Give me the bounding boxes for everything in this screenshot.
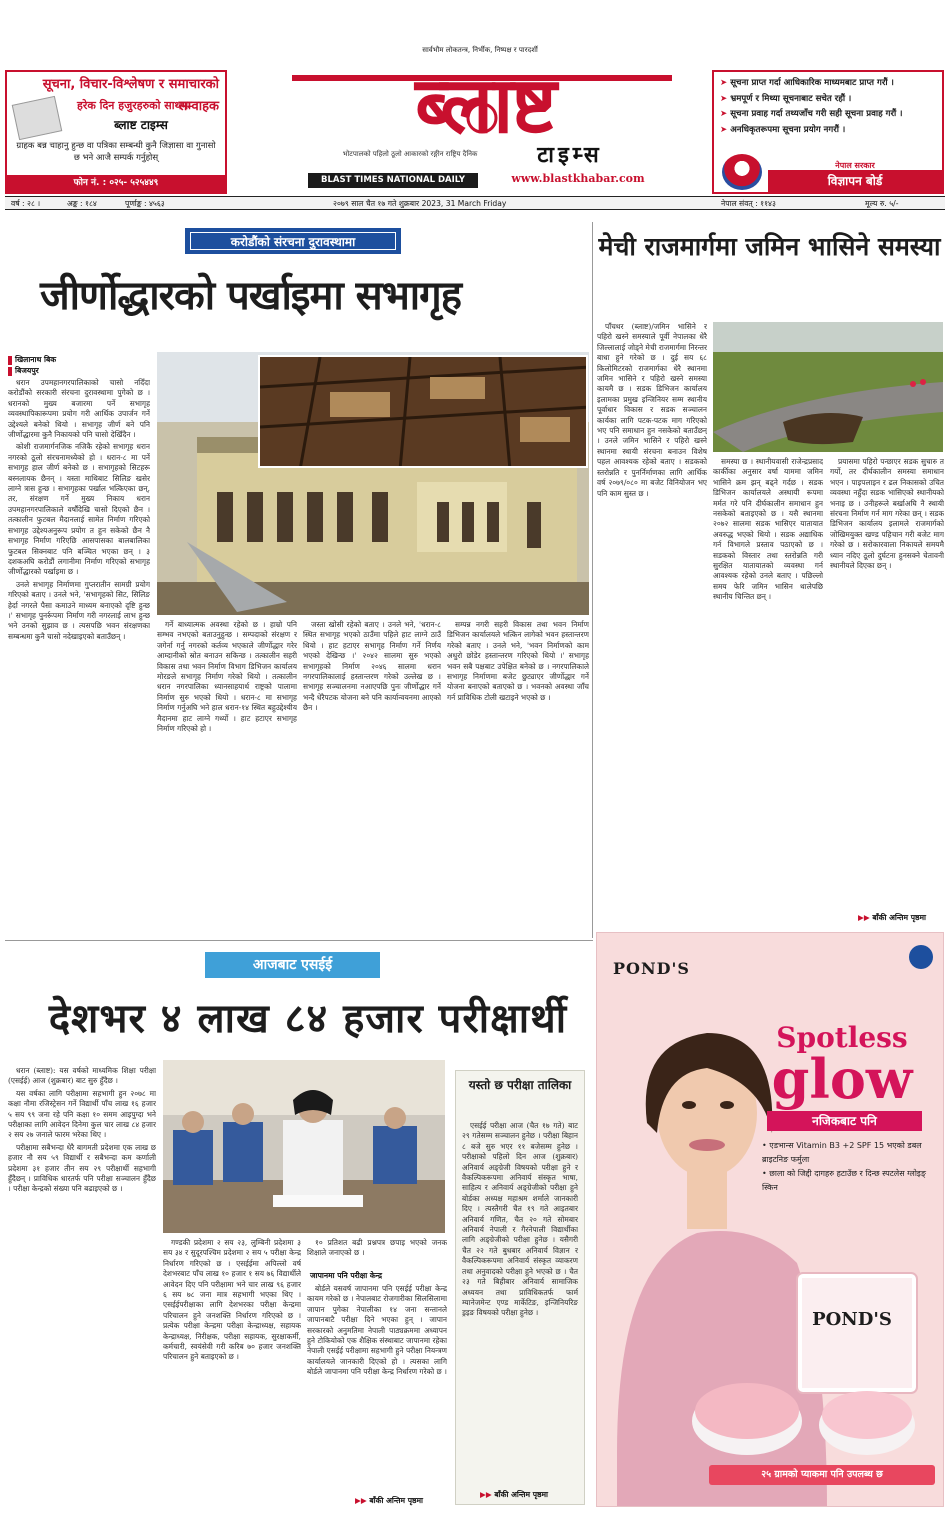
ad-footer-badge: २५ ग्रामको प्याकमा पनि उपलब्ध छ xyxy=(709,1465,935,1485)
issue-number: अङ्क : १८४ xyxy=(67,199,97,208)
story1-column-4 xyxy=(447,620,589,938)
story2-headline[interactable]: मेची राजमार्गमा जमिन भासिने समस्या xyxy=(598,232,941,261)
story3-kicker: आजबाट एसईई xyxy=(205,952,380,978)
ad-headline-glow: glow xyxy=(771,1047,913,1111)
arrow-icon: ➤ xyxy=(720,124,728,135)
nepal-emblem-icon xyxy=(722,154,762,190)
promo-paper-name: ब्लाष्ट टाइम्स xyxy=(114,118,168,132)
masthead-left-promo xyxy=(5,70,227,194)
story1-column-1 xyxy=(8,378,150,938)
paragraph: गर्ने बाध्यात्मक अवस्था रहेको छ । हाम्रो पनि सम्भव नभएको बताउनुहुन्छ । सम्पदाको संरक्षण र जगेर्ना गर्नु नगरको कर्तव्य भएकाले जीर्णोद्धार गरेर आम्दानीको स्रोत बनाउन सकिन्छ । तत्कालीन सहरी विकास तथा भवन निर्माण विभाग डिभिजन कार्यालय मोरङले सभागृह निर्माण गरेको थियो । तत्कालीन धरान नगरपालिका ध्यानसाहयार्थ राष्ट्रको पालामा निर्माण सुरु भएको थियो । धरान-८ मा सभागृह निर्माण गर्नुअघि भने हाल धरान-१४ स्थित बहुउद्देश्यीय मैदानमा हाट लाग्ने गर्थ्यो । हाट हटाएर सभागृह निर्माण गरिएको हो । xyxy=(157,620,297,734)
story1-headline[interactable]: जीर्णोद्धारको पर्खाइमा सभागृह xyxy=(40,273,461,319)
story1-kicker: करोडौंको संरचना दुरावस्थामा xyxy=(185,228,401,254)
price: मूल्य रु. ५/- xyxy=(865,199,899,208)
ad-bullet: • छाला को जिद्दी दागहरु हटाउँछ र दिन्छ स्पटलेस ग्लोइङ् स्किन xyxy=(762,1169,926,1192)
paragraph: परीक्षामा सबैभन्दा धेरै बागमती प्रदेशमा एक लाख छ हजार नौ सय ५९ विद्यार्थी र सबैभन्दा कम कर्णाली प्रदेशमा ३१ हजार तीन सय २९ परीक्षार्थी सहभागी हुँदैछन् । प्राविधिक धारतर्फ पनि परीक्षा सञ्चालन हुँदैछ । परीक्षा केन्द्रको संख्या पनि बढाइएको छ । xyxy=(8,1142,156,1194)
paragraph: बोर्डले यसवर्ष जापानमा पनि एसईई परीक्षा केन्द्र कायम गरेको छ । नेपालबाट रोजगारीका सिलसिलामा जापान पुगेका नेपालीका १४ जना सन्तानले जापानबाटै परीक्षा दिने भएका हुन् । जापान सरकारको अनुमतिमा नेपाली पाठ्यक्रममा अध्यापन हुने टोकियोको एक शैक्षिक संस्थाबाट जापानमा रहेका नेपाली एसईई परीक्षामा सहभागी हुने परीक्षा नियन्त्रण कार्यालयले जानकारी दिएको हो । त्यसका लागि बोर्डले जापानमा पनि परीक्षा केन्द्र निर्धारण गरेको छ । xyxy=(307,1284,447,1377)
paragraph: धरान उपमहानगरपालिकाको चासो नदिँदा करोडौंको सरकारी संरचना दुरावस्थामा पुगेको छ । धरानको मुख्य बजारमा पर्ने सभागृह व्यवस्थापिकारूपमा प्रयोग गरी आर्थिक उपार्जन गर्ने उद्देश्यले बनेको थियो । सभागृह जीर्ण बने पनि जीर्णोद्धारमा कुनै निकायको पनि चासो देखिँदैन । xyxy=(8,378,150,440)
byline-marker xyxy=(8,356,12,365)
issue-info-bar xyxy=(5,196,945,210)
paragraph: धरान (ब्लाष्ट): यस वर्षको माध्यमिक शिक्षा परीक्षा (एसईई) आज (शुक्रबार) बाट सुरु हुँदैछ । xyxy=(8,1066,156,1086)
story3-column-2 xyxy=(163,1238,301,1506)
paragraph: प्रयासमा पहिरो पन्छाएर सडक सुचारु त गर्यो, तर दीर्घकालीन समस्या समाधान भएन । पाइपलाइन र ढल निकासको उचित व्यवस्था नहुँदा सडक भासिएको स्थानीयको भनाइ छ । उनीहरूले बर्खाअघि नै स्थायी संरचना निर्माण गर्न माग गरेका छन् । सडक डिभिजन कार्यालय इलामले राजमार्गको जोखिमयुक्त खण्ड पहिचान गरी बजेट माग गरेको छ । सरोकारवाला निकायले समयमै ध्यान नदिए ठूलो दुर्घटना हुनसक्ने चेतावनी स्थानीयले दिएका छन् । xyxy=(830,457,944,571)
reporter-place: बिजयपुर xyxy=(15,366,39,375)
promo-phone: फोन नं. : ०२५- ५२५४४९ xyxy=(7,175,225,192)
road-landslide-image xyxy=(713,322,943,452)
promo-headline: सूचना, विचार-विश्लेषण र समाचारको सम्वाहक xyxy=(7,74,225,96)
paragraph: यस वर्षका लागि परीक्षामा सहभागी हुन २०७८ मा कक्षा नौमा रजिस्ट्रेसन गर्ने विद्यार्थी पाँच लाख १६ हजार ५ सय ९९ जना रहे पनि कक्षा १० समम आइपुग्दा भने परीक्षाका लागि आवेदन दिनेमा कुल चार लाख ८४ हजार २ सय २७ जनाले फारम भरेका थिए । xyxy=(8,1088,156,1140)
continue-arrow-icon: ▶▶ xyxy=(858,913,873,922)
advertising-board-label: विज्ञापन बोर्ड xyxy=(768,170,942,192)
story3-continued[interactable]: ▶▶ बाँकी अन्तिम पृष्ठमा xyxy=(355,1496,423,1505)
exam-schedule-body xyxy=(462,1121,578,1491)
notice-list xyxy=(720,76,936,138)
full-issue-number: पूर्णाङ्क : ४५६३ xyxy=(125,199,165,208)
byline-marker xyxy=(8,367,12,376)
paragraph: उनले सभागृह निर्माणमा गुप्तरातीन सामग्री प्रयोग गरिएको बताए । उनले भने, 'सभागृहको सिट, सिलिङ हेर्दा नगरले पैसा कमाउने माध्यम बनाएको दृष्टि हुन्छ ।' सभागृह पुनर्रूपमा निर्माण गरी नगरलाई लाभ हुन्छ भने उनको सुझाव छ । त्यसपछि भवन संरक्षणका सम्बन्धमा कुनै चासो नदेखाइएको बताउँछन् । xyxy=(8,579,150,641)
volume-year: वर्ष : २८ । xyxy=(11,199,41,208)
ad-product-box-brand: POND'S xyxy=(812,1309,892,1330)
paragraph: १० प्रतिशत बढी प्रश्नपत्र छपाइ भएको जनक शिक्षाले जनाएको छ । xyxy=(307,1238,447,1258)
website-link[interactable]: www.blastkhabar.com xyxy=(511,172,645,185)
paragraph: समस्या छ । स्थानीयवासी राजेन्द्रप्रसाद कार्कीका अनुसार वर्षा याममा जमिन भासिने क्रम झन् बढ्ने गर्दछ । सडक डिभिजन कार्यालयले अस्थायी रूपमा मर्मत गरे पनि दीर्घकालीन समाधान हुन नसकेको बताइएको छ । यसै स्थानमा २०७२ सालमा सडक भासिएर यातायात अवरुद्ध भएको थियो । सडक अद्याधिक गर्न विभागले प्रस्ताव पठाएको छ । सडकको विस्तार तथा स्तरोन्नति गरी सुरक्षित यातायातको व्यवस्था गर्न आवश्यक रहेको उनले बताए । पछिल्लो समय फेरि जमिन भासिन थालेपछि स्थानीय चिन्तित छन् । xyxy=(713,457,823,602)
unilever-logo-icon xyxy=(909,945,933,969)
paragraph: सम्पन्न नगरी सहरी विकास तथा भवन निर्माण डिभिजन कार्यालयले भत्किन लागेको भवन हस्तान्तरण गरेको बताए । उनले भने, 'भवन निर्माणको काम अधुरो छोडेर हस्तान्तरण गरिएको थियो ।' सभागृह भवन सबै पक्षबाट उपेक्षित बनेको छ । नगरपालिकाले सभागृह निर्माणमा बजेट छुट्याएर जीर्णोद्धार गर्ने योजना बनाएको बताएको छ । भवनको अवस्था जाँच गर्न प्राविधिक टोली खटाइने भएको छ । xyxy=(447,620,589,702)
masthead-subtitle: भोटपालको पहिलो ठूलो आकारको रङ्गीन राष्ट्रिय दैनिक xyxy=(342,150,478,158)
issue-date: २०७९ साल चैत १७ गते शुक्रबार 2023, 31 March Friday xyxy=(333,199,507,208)
masthead-motto: सार्वभौम लोकतन्त्र, निर्भीक, निष्पक्ष र पारदर्शी xyxy=(422,46,538,54)
continue-arrow-icon: ▶▶ xyxy=(355,1496,370,1505)
story3-headline[interactable]: देशभर ४ लाख ८४ हजार परीक्षार्थी xyxy=(48,996,568,1042)
continue-arrow-icon: ▶▶ xyxy=(480,1490,495,1499)
damaged-ceiling-photo xyxy=(258,355,588,468)
ponds-model-image xyxy=(597,933,944,1507)
notice-item: ➤ अनधिकृतरूपमा सूचना प्रयोग नगरौं । xyxy=(720,124,846,135)
masthead-logo[interactable]: ब्लाष्ट xyxy=(415,61,555,151)
story1-byline xyxy=(8,354,148,376)
ad-bullet: • एडभान्स Vitamin B3 +2 SPF 15 भएको डबल ब्राइटनिङ फर्मुला xyxy=(762,1141,922,1164)
paragraph: कोशी राजमार्गनजिक नजिकै रहेको सभागृह धरान नगरको ठूलो संरचनामध्येको हो । धरान-८ मा पर्ने सभागृह हाल जीर्ण बनेको छ । सभागृहको सिटहरू बस्नलायक छैनन् । यस्ता माथिबाट सिलिङ खसेर लाग्ने त्रास हुन्छ । सभागृहका पर्खाल भत्किएका छन्, तर, संरक्षण गर्ने मुख्य निकाय धरान उपमहानगरपालिकाले वर्षौंदेखि चासो दिएको छैन । तत्कालीन फुटबल मैदानलाई सामेत निर्माण गरिएको सभागृह उद्देश्यअनुरूप प्रयोग त हुन सकेको छैन नै सभागृह निर्माण गरिएछि आसपासका बालबालिका फुटबल सिक्नबाट पनि बञ्चित भएका छन् । ३ दशकअघि करोडौं लगानीमा निर्माण गरिएको सभागृह जीर्णोद्धारको पर्खाइमा छ । xyxy=(8,442,150,577)
ponds-brand: POND'S xyxy=(613,959,690,978)
story3-column-1 xyxy=(8,1066,156,1506)
section-divider xyxy=(5,940,593,941)
notice-item: ➤ भ्रमपूर्ण र मिथ्या सूचनाबाट सचेत रहौं । xyxy=(720,93,852,104)
story2-column-2 xyxy=(713,457,823,927)
exam-schedule-continued[interactable]: ▶▶ बाँकी अन्तिम पृष्ठमा xyxy=(480,1490,548,1499)
gov-label: नेपाल सरकार xyxy=(835,161,875,170)
paragraph: गण्डकी प्रदेशमा २ सय २३, लुम्बिनी प्रदेशमा ३ सय ३४ र सुदूरपश्चिम प्रदेशमा २ सय ५ परीक्षा केन्द्र निर्धारण गरिएको छ । एसईईमा अपिल्लो वर्ष देशभरबाट पाँच लाख १० हजार १ सय ७६ विद्यार्थीले आवेदन दिए पनि परीक्षामा भने चार लाख ९६ हजार ६ सय ७८ जना मात्र सहभागी भएका थिए । एसईईपरीक्षाका लागि देशभरका परीक्षा केन्द्रमा परिचालन हुने जनशक्ति निर्धारण गरिएको छ । प्रत्येक परीक्षा केन्द्रमा परीक्षा केन्द्राध्यक्ष, सहायक केन्द्राध्यक्ष, निरीक्षक, परीक्षा सहायक, सुरक्षाकर्मी, कर्मचारी, स्वयंसेवी गरी करिब ७० हजार जनशक्ति परिचालन हुने बताइएको छ । xyxy=(163,1238,301,1362)
arrow-icon: ➤ xyxy=(720,78,728,88)
notice-item: ➤ सूचना प्राप्त गर्दा आधिकारिक माध्यमबाट प्राप्त गरौं । xyxy=(720,78,894,88)
promo-tagline: हरेक दिन हजुरहरुको साथमा xyxy=(76,99,192,112)
story2-column-3 xyxy=(830,457,944,913)
ad-headline-spotless: Spotless xyxy=(776,1021,908,1054)
paragraph: एसईई परीक्षा आज (चैत १७ गते) बाट २९ गतेसम्म सञ्चालन हुनेछ । परीक्षा बिहान ८ बजे सुरु भएर ११ बजेसम्म हुनेछ । परीक्षाको पहिलो दिन आज (शुक्रबार) अनिवार्य अङ्ग्रेजी विषयको परीक्षा हुने र वैकल्पिकरूपमा अनिवार्य संस्कृत भाषा, साहित्य र अनिवार्य अङ्ग्रेजीको परीक्षा हुने बोर्डका अध्यक्ष महाश्रम शर्माले जानकारी दिए । त्यस्तैगरी चैत १९ गते आइतबार अनिवार्य गणित, चैत २० गते सोमबार अनिवार्य नेपाली र गैरनेपाली विद्यार्थीका लागि अङ्ग्रेजीको परीक्षा हुनेछ । यसैगरी चैत २२ गते बुधबार अनिवार्य विज्ञान र वैकल्पिकरूपमा अनिवार्य संस्कृत व्याकरण तथा अनुवादको परीक्षा हुने भएको छ । चैत २३ गते बिहीबार अनिवार्य सामाजिक अध्ययन तथा प्राविधिकतर्फ फार्म म्यानेजमेन्ट एण्ड मार्केटिङ, इन्जिनियरिङ ड्रइङ विषयको परीक्षा हुनेछ । xyxy=(462,1121,578,1318)
exam-schedule-title: यस्तो छ परीक्षा तालिका xyxy=(468,1078,572,1092)
story3-column-3 xyxy=(307,1284,447,1496)
story1-column-2 xyxy=(157,620,297,938)
national-daily-bar: BLAST TIMES NATIONAL DAILY xyxy=(308,173,478,188)
damaged-ceiling-image xyxy=(260,357,588,468)
nepal-samvat: नेपाल संवत् : ११४३ xyxy=(721,199,776,208)
exam-schedule-box xyxy=(455,1070,585,1505)
notice-item: ➤ सूचना प्रवाह गर्दा तथ्यजाँच गरी सही सूचना प्रवाह गरौं । xyxy=(720,109,903,119)
masthead-logo-times: टाइम्स xyxy=(537,143,603,168)
ad-bullets xyxy=(762,1139,937,1195)
arrow-icon: ➤ xyxy=(720,93,728,104)
story3-column-3-top xyxy=(307,1238,447,1268)
road-landslide-photo xyxy=(713,322,943,452)
ad-headline-nepali: नजिकबाट पनि xyxy=(767,1111,922,1131)
exam-students-image xyxy=(163,1060,445,1233)
arrow-icon: ➤ xyxy=(720,109,728,119)
story2-column-1 xyxy=(597,322,707,928)
story2-continued[interactable]: ▶▶ बाँकी अन्तिम पृष्ठमा xyxy=(858,913,926,922)
promo-body: ग्राहक बन्न चाहानु हुन्छ वा पत्रिका सम्बन्धी कुनै जिज्ञासा वा गुनासो छ भने आजै सम्पर्क गर्नुहोस् xyxy=(16,141,216,163)
reporter-name: खिलानाथ बिक xyxy=(15,355,57,364)
masthead-right-notice xyxy=(712,70,944,194)
story1-column-3 xyxy=(303,620,441,938)
ponds-advertisement[interactable] xyxy=(596,932,944,1507)
japan-subhead: जापानमा पनि परीक्षा केन्द्र xyxy=(310,1271,383,1280)
column-divider xyxy=(592,222,593,938)
paragraph: जस्ता खोसी रहेको बताए । उनले भने, 'धरान-८ स्थित सभागृह भएको ठाउँमा पहिले हाट लाग्ने ठाउँ थियो । हाट हटाएर सभागृह निर्माण गर्ने निर्णय भएको देखिन्छ ।' २०४२ सालमा सुरु भएको सभागृहको निर्माण २०४६ सालमा धरान नगरपालिकालाई हस्तान्तरण गरेको उल्लेख छ । सभागृह सञ्चालनमा नआएपछि पुनः जीर्णोद्धार गर्ने भन्दै धेरैपटक योजना बने पनि कार्यान्वयनमा आएको छैन । xyxy=(303,620,441,713)
exam-students-photo xyxy=(163,1060,445,1233)
paragraph: पाँचथर (ब्लाष्ट)/जमिन भासिने र पहिरो खस्ने समस्याले पूर्वी नेपालका धेरै जिल्लालाई जोड्ने मेची राजमार्गमा निरन्तर बाधा हुने गरेको छ । दुई सय ६८ किलोमिटरको राजमार्गका धेरै स्थानमा जमिन भासिने र पहिरो खस्ने समस्या कायमै छ । सडक डिभिजन कार्यालय इलामका प्रमुख इन्जिनियर सम्म स्थानीय पूर्वाधार विकास र सडक सञ्चालन कार्यका लागि पटक-पटक माग गरिएको भए पनि समाधान हुन नसकेको बताउँछन् । उनले जमिन भासिने र पहिरो खस्ने स्थानमा स्थायी संरचना बनाउन विशेष पहल आवश्यक रहेको बताए । सडकको स्तरोन्नति र पुनर्निर्माणका लागि आर्थिक वर्ष २०७९/०८० मा बजेट विनियोजन भए पनि काम सुस्त छ । xyxy=(597,322,707,498)
